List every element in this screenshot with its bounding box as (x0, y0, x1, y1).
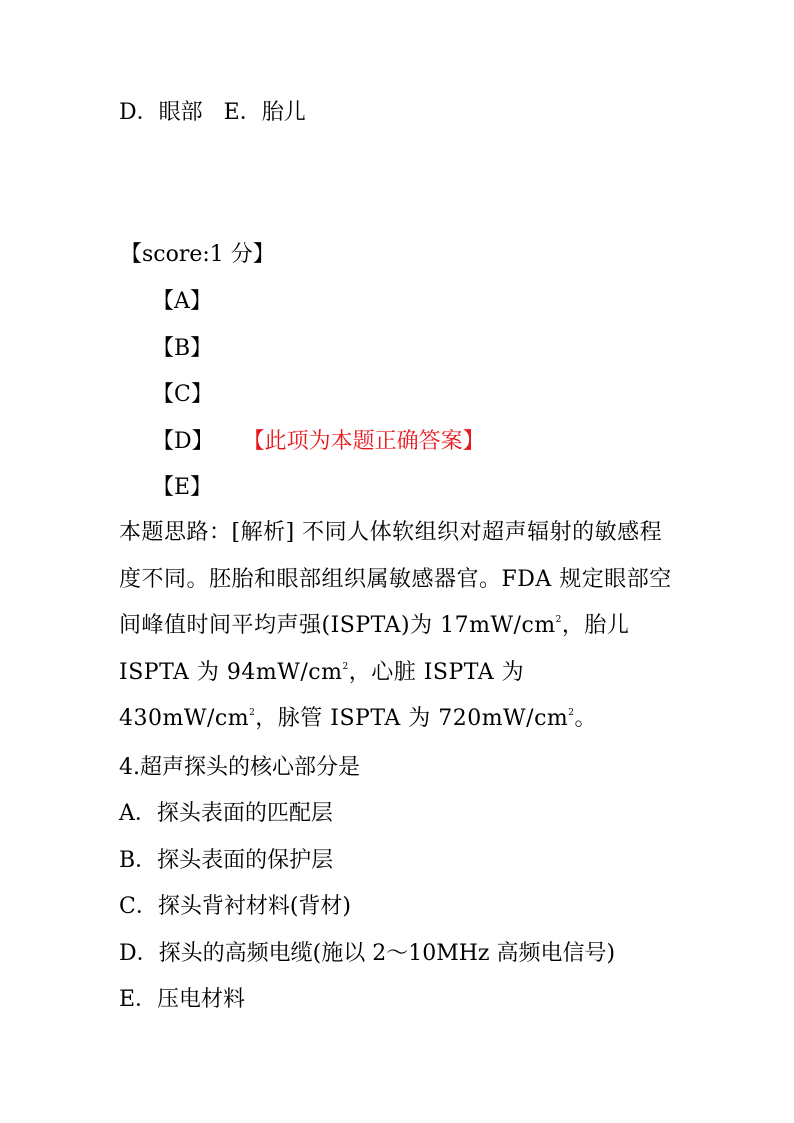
answer-d: 【D】 (152, 429, 214, 454)
explanation-text-5: 。 (574, 706, 598, 731)
option-d: D．眼部 (119, 100, 203, 125)
explanation-text-2: ，胎儿 ISPTA 为 94mW/cm (119, 613, 630, 685)
question-title: 4.超声探头的核心部分是 (119, 755, 360, 780)
answer-a: 【A】 (152, 289, 212, 314)
score-label: 【score:1 分】 (120, 242, 275, 267)
answer-b: 【B】 (152, 336, 213, 361)
question-option-c: C．探头背衬材料(背材) (119, 894, 351, 919)
question-option-b: B．探头表面的保护层 (119, 848, 334, 873)
superscript: 2 (555, 615, 562, 625)
answer-e: 【E】 (152, 475, 213, 500)
superscript: 2 (342, 661, 349, 672)
option-e: E．胎儿 (223, 100, 306, 125)
correct-answer-marker: 【此项为本题正确答案】 (253, 429, 485, 454)
answer-c: 【C】 (152, 382, 213, 407)
question-option-a: A．探头表面的匹配层 (119, 801, 333, 826)
previous-question-options (119, 98, 306, 128)
explanation-text-1: 本题思路：[解析] 不同人体软组织对超声辐射的敏感程度不同。胚胎和眼部组织属敏感器官。FDA 规定眼部空间峰值时间平均声强(ISPTA)为 17mW/cm (119, 520, 672, 638)
explanation-text-4: ，脉管 ISPTA 为 720mW/cm (255, 706, 569, 731)
explanation-text-3: ，心脏 ISPTA 为 430mW/cm (119, 659, 525, 731)
superscript: 2 (568, 708, 575, 718)
superscript: 2 (249, 708, 256, 718)
question-option-e: E．压电材料 (119, 987, 246, 1012)
answer-d-row (152, 427, 485, 457)
question-option-d: D．探头的高频电缆(施以 2～10MHz 高频电信号) (119, 941, 616, 966)
explanation-paragraph (119, 510, 679, 743)
